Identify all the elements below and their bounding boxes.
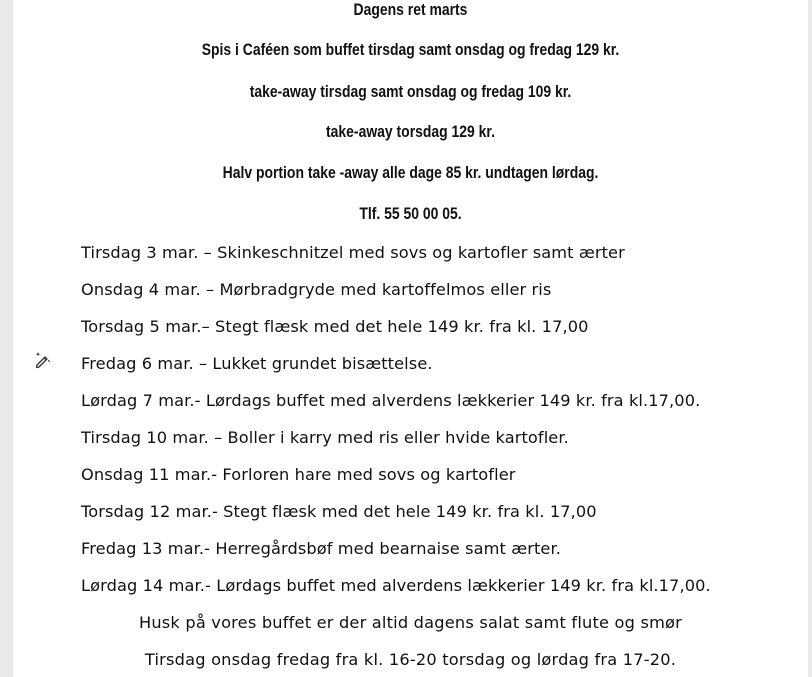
menu-item: Onsdag 11 mar.- Forloren hare med sovs og kartofler: [81, 465, 516, 484]
menu-item: Lørdag 7 mar.- Lørdags buffet med alverdens lækkerier 149 kr. fra kl.17,00.: [81, 391, 701, 410]
header-line-takeaway-thursday: take-away torsdag 129 kr.: [326, 122, 495, 141]
menu-item: Fredag 13 mar.- Herregårdsbøf med bearnaise samt ærter.: [81, 539, 561, 558]
header-line-phone: Tlf. 55 50 00 05.: [359, 204, 462, 223]
menu-item: Torsdag 12 mar.- Stegt flæsk med det hele 149 kr. fra kl. 17,00: [81, 502, 597, 521]
footer-note-buffet: Husk på vores buffet er der altid dagens salat samt flute og smør: [138, 613, 683, 632]
menu-item: Lørdag 14 mar.- Lørdags buffet med alverdens lækkerier 149 kr. fra kl.17,00.: [81, 576, 711, 595]
header-line-takeaway: take-away tirsdag samt onsdag og fredag 109 kr.: [249, 82, 572, 101]
header-line-buffet: Spis i Caféen som buffet tirsdag samt onsdag og fredag 129 kr.: [201, 40, 620, 59]
edit-sparkle-icon[interactable]: [33, 350, 53, 370]
menu-item: Onsdag 4 mar. – Mørbradgryde med kartoffelmos eller ris: [81, 280, 552, 299]
page-title: Dagens ret marts: [353, 0, 468, 19]
document-page: [13, 0, 808, 677]
menu-item: Fredag 6 mar. – Lukket grundet bisættelse.: [81, 354, 433, 373]
header-line-half-portion: Halv portion take -away alle dage 85 kr. undtagen lørdag.: [222, 163, 599, 182]
menu-item: Tirsdag 3 mar. – Skinkeschnitzel med sovs og kartofler samt ærter: [81, 243, 625, 262]
footer-note-hours: Tirsdag onsdag fredag fra kl. 16-20 torsdag og lørdag fra 17-20.: [144, 650, 677, 669]
menu-item: Torsdag 5 mar.– Stegt flæsk med det hele 149 kr. fra kl. 17,00: [81, 317, 589, 336]
menu-item: Tirsdag 10 mar. – Boller i karry med ris eller hvide kartofler.: [81, 428, 569, 447]
